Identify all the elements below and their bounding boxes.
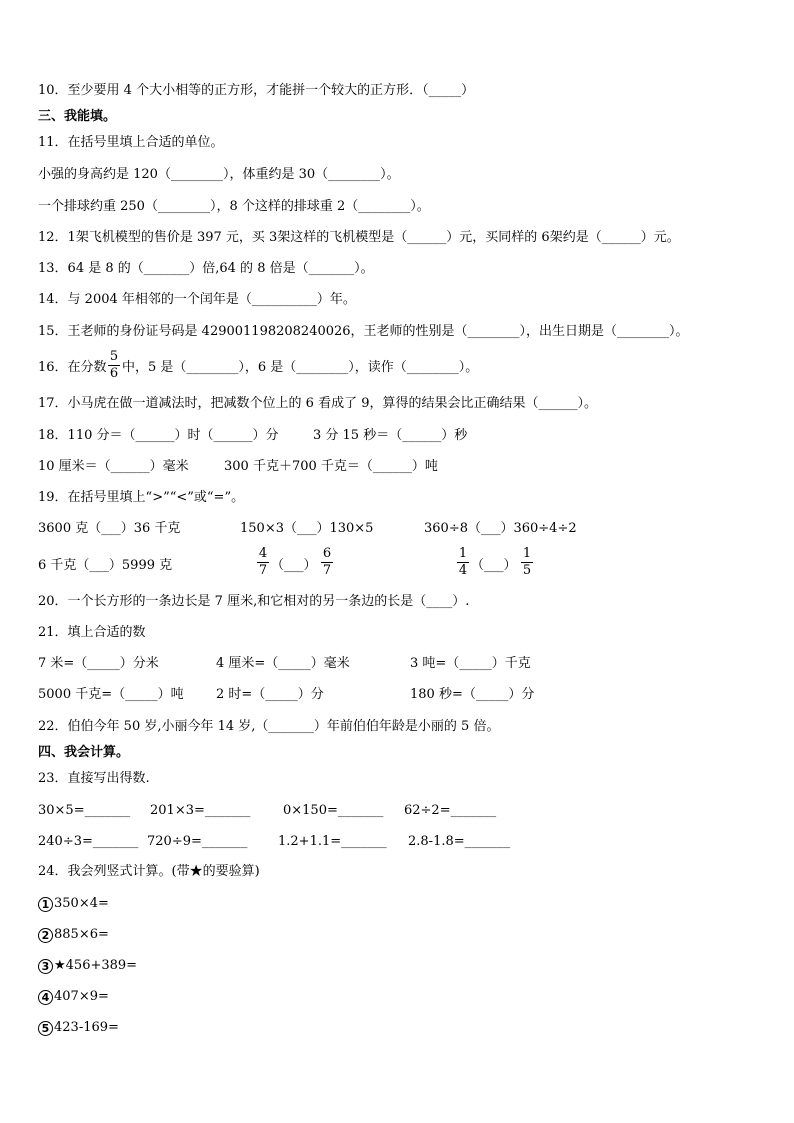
fraction-denominator: 4 [458, 563, 468, 578]
mental-math-item: 720÷9=_______ [147, 834, 248, 849]
question-16-suffix: 中，5 是（________），6 是（________），读作（________）。 [122, 360, 479, 375]
question-11: 11．在括号里填上合适的单位。 [38, 135, 224, 150]
question-15: 15．王老师的身份证号码是 429001198208240026，王老师的性别是（________），出生日期是（________）。 [38, 324, 689, 339]
section-3-heading: 三、我能填。 [38, 109, 117, 124]
question-21-item: 180 秒=（_____）分 [410, 687, 535, 702]
question-10: 10．至少要用 4 个大小相等的正方形，才能拼一个较大的正方形．（_____） [38, 83, 475, 98]
question-21-item: 4 厘米=（_____）毫米 [216, 656, 350, 671]
vertical-calc-item [38, 988, 109, 1006]
question-18-a: 18．110 分＝（______）时（______）分 [38, 428, 279, 443]
question-21-item: 2 时=（_____）分 [216, 687, 324, 702]
question-12: 12．1架飞机模型的售价是 397 元，买 3架这样的飞机模型是（______）元，买同样的 6架约是（______）元。 [38, 230, 680, 245]
fraction-numerator: 1 [458, 546, 468, 561]
fraction-denominator: 7 [258, 563, 268, 578]
calc-expression: 407×9= [54, 989, 109, 1004]
mental-math-item: 30×5=_______ [38, 803, 131, 818]
fraction-numerator: 4 [258, 546, 268, 561]
question-23: 23．直接写出得数. [38, 771, 150, 786]
vertical-calc-item [38, 1019, 119, 1037]
question-20: 20．一个长方形的一条边长是 7 厘米,和它相对的另一条边的长是（____）. [38, 594, 470, 609]
question-19-item: 6 千克（___）5999 克 [38, 558, 173, 573]
calc-expression: ★456+389= [54, 958, 138, 973]
question-19-fraction-right [320, 546, 334, 579]
fraction-denominator: 5 [522, 563, 532, 578]
vertical-calc-item [38, 926, 109, 944]
circled-number-icon: 3 [38, 959, 53, 974]
fraction-numerator: 6 [322, 546, 332, 561]
vertical-calc-item [38, 895, 109, 913]
question-19-item: 150×3（___）130×5 [240, 521, 374, 536]
question-21-item: 5000 千克=（_____）吨 [38, 687, 184, 702]
fraction-numerator: 1 [522, 546, 532, 561]
question-21: 21．填上合适的数 [38, 625, 146, 640]
circled-number-icon: 2 [38, 928, 53, 943]
question-11-line-b: 一个排球约重 250（________），8 个这样的排球重 2（________）。 [38, 199, 430, 214]
question-24: 24．我会列竖式计算。(带★的要验算) [38, 864, 260, 879]
compare-blank: （___） [271, 558, 317, 573]
mental-math-item: 1.2+1.1=_______ [278, 834, 387, 849]
calc-expression: 423-169= [54, 1020, 119, 1035]
question-19-fraction-left [456, 546, 470, 579]
section-4-heading: 四、我会计算。 [38, 745, 130, 760]
mental-math-item: 0×150=_______ [283, 803, 384, 818]
calc-expression: 885×6= [54, 927, 109, 942]
question-17: 17．小马虎在做一道减法时，把减数个位上的 6 看成了 9，算得的结果会比正确结果（______）。 [38, 396, 597, 411]
question-18-d: 300 千克＋700 千克＝（______）吨 [224, 459, 438, 474]
vertical-calc-item [38, 957, 137, 975]
question-19-item: 360÷8（___）360÷4÷2 [424, 521, 577, 536]
question-22: 22．伯伯今年 50 岁,小丽今年 14 岁,（_______）年前伯伯年龄是小丽的 5 倍。 [38, 719, 500, 734]
question-13: 13．64 是 8 的（_______）倍,64 的 8 倍是（_______）。 [38, 261, 374, 276]
fraction-denominator: 7 [322, 563, 332, 578]
mental-math-item: 62÷2=_______ [404, 803, 497, 818]
question-21-item: 7 米=（_____）分米 [38, 656, 159, 671]
question-18-b: 3 分 15 秒＝（______）秒 [313, 428, 468, 443]
circled-number-icon: 5 [38, 1021, 53, 1036]
question-14: 14．与 2004 年相邻的一个闰年是（__________）年。 [38, 292, 356, 307]
mental-math-item: 2.8-1.8=_______ [408, 834, 511, 849]
circled-number-icon: 4 [38, 990, 53, 1005]
compare-blank: （___） [471, 558, 517, 573]
mental-math-item: 240÷3=_______ [38, 834, 139, 849]
question-18-c: 10 厘米＝（______）毫米 [38, 459, 189, 474]
question-19-fraction-left [256, 546, 270, 579]
question-19-fraction-right [520, 546, 534, 579]
question-19-item: 3600 克（___）36 千克 [38, 521, 181, 536]
question-19: 19．在括号里填上“>”“<”或“=”。 [38, 490, 245, 505]
circled-number-icon: 1 [38, 897, 53, 912]
calc-expression: 350×4= [54, 896, 109, 911]
mental-math-item: 201×3=_______ [150, 803, 251, 818]
question-16-prefix: 16．在分数 [38, 360, 107, 375]
fraction-numerator: 5 [109, 349, 119, 364]
question-11-line-a: 小强的身高约是 120（________），体重约是 30（________）。 [38, 167, 400, 182]
fraction-denominator: 6 [109, 366, 119, 381]
question-16-fraction [107, 349, 121, 382]
question-21-item: 3 吨=（_____）千克 [410, 656, 531, 671]
